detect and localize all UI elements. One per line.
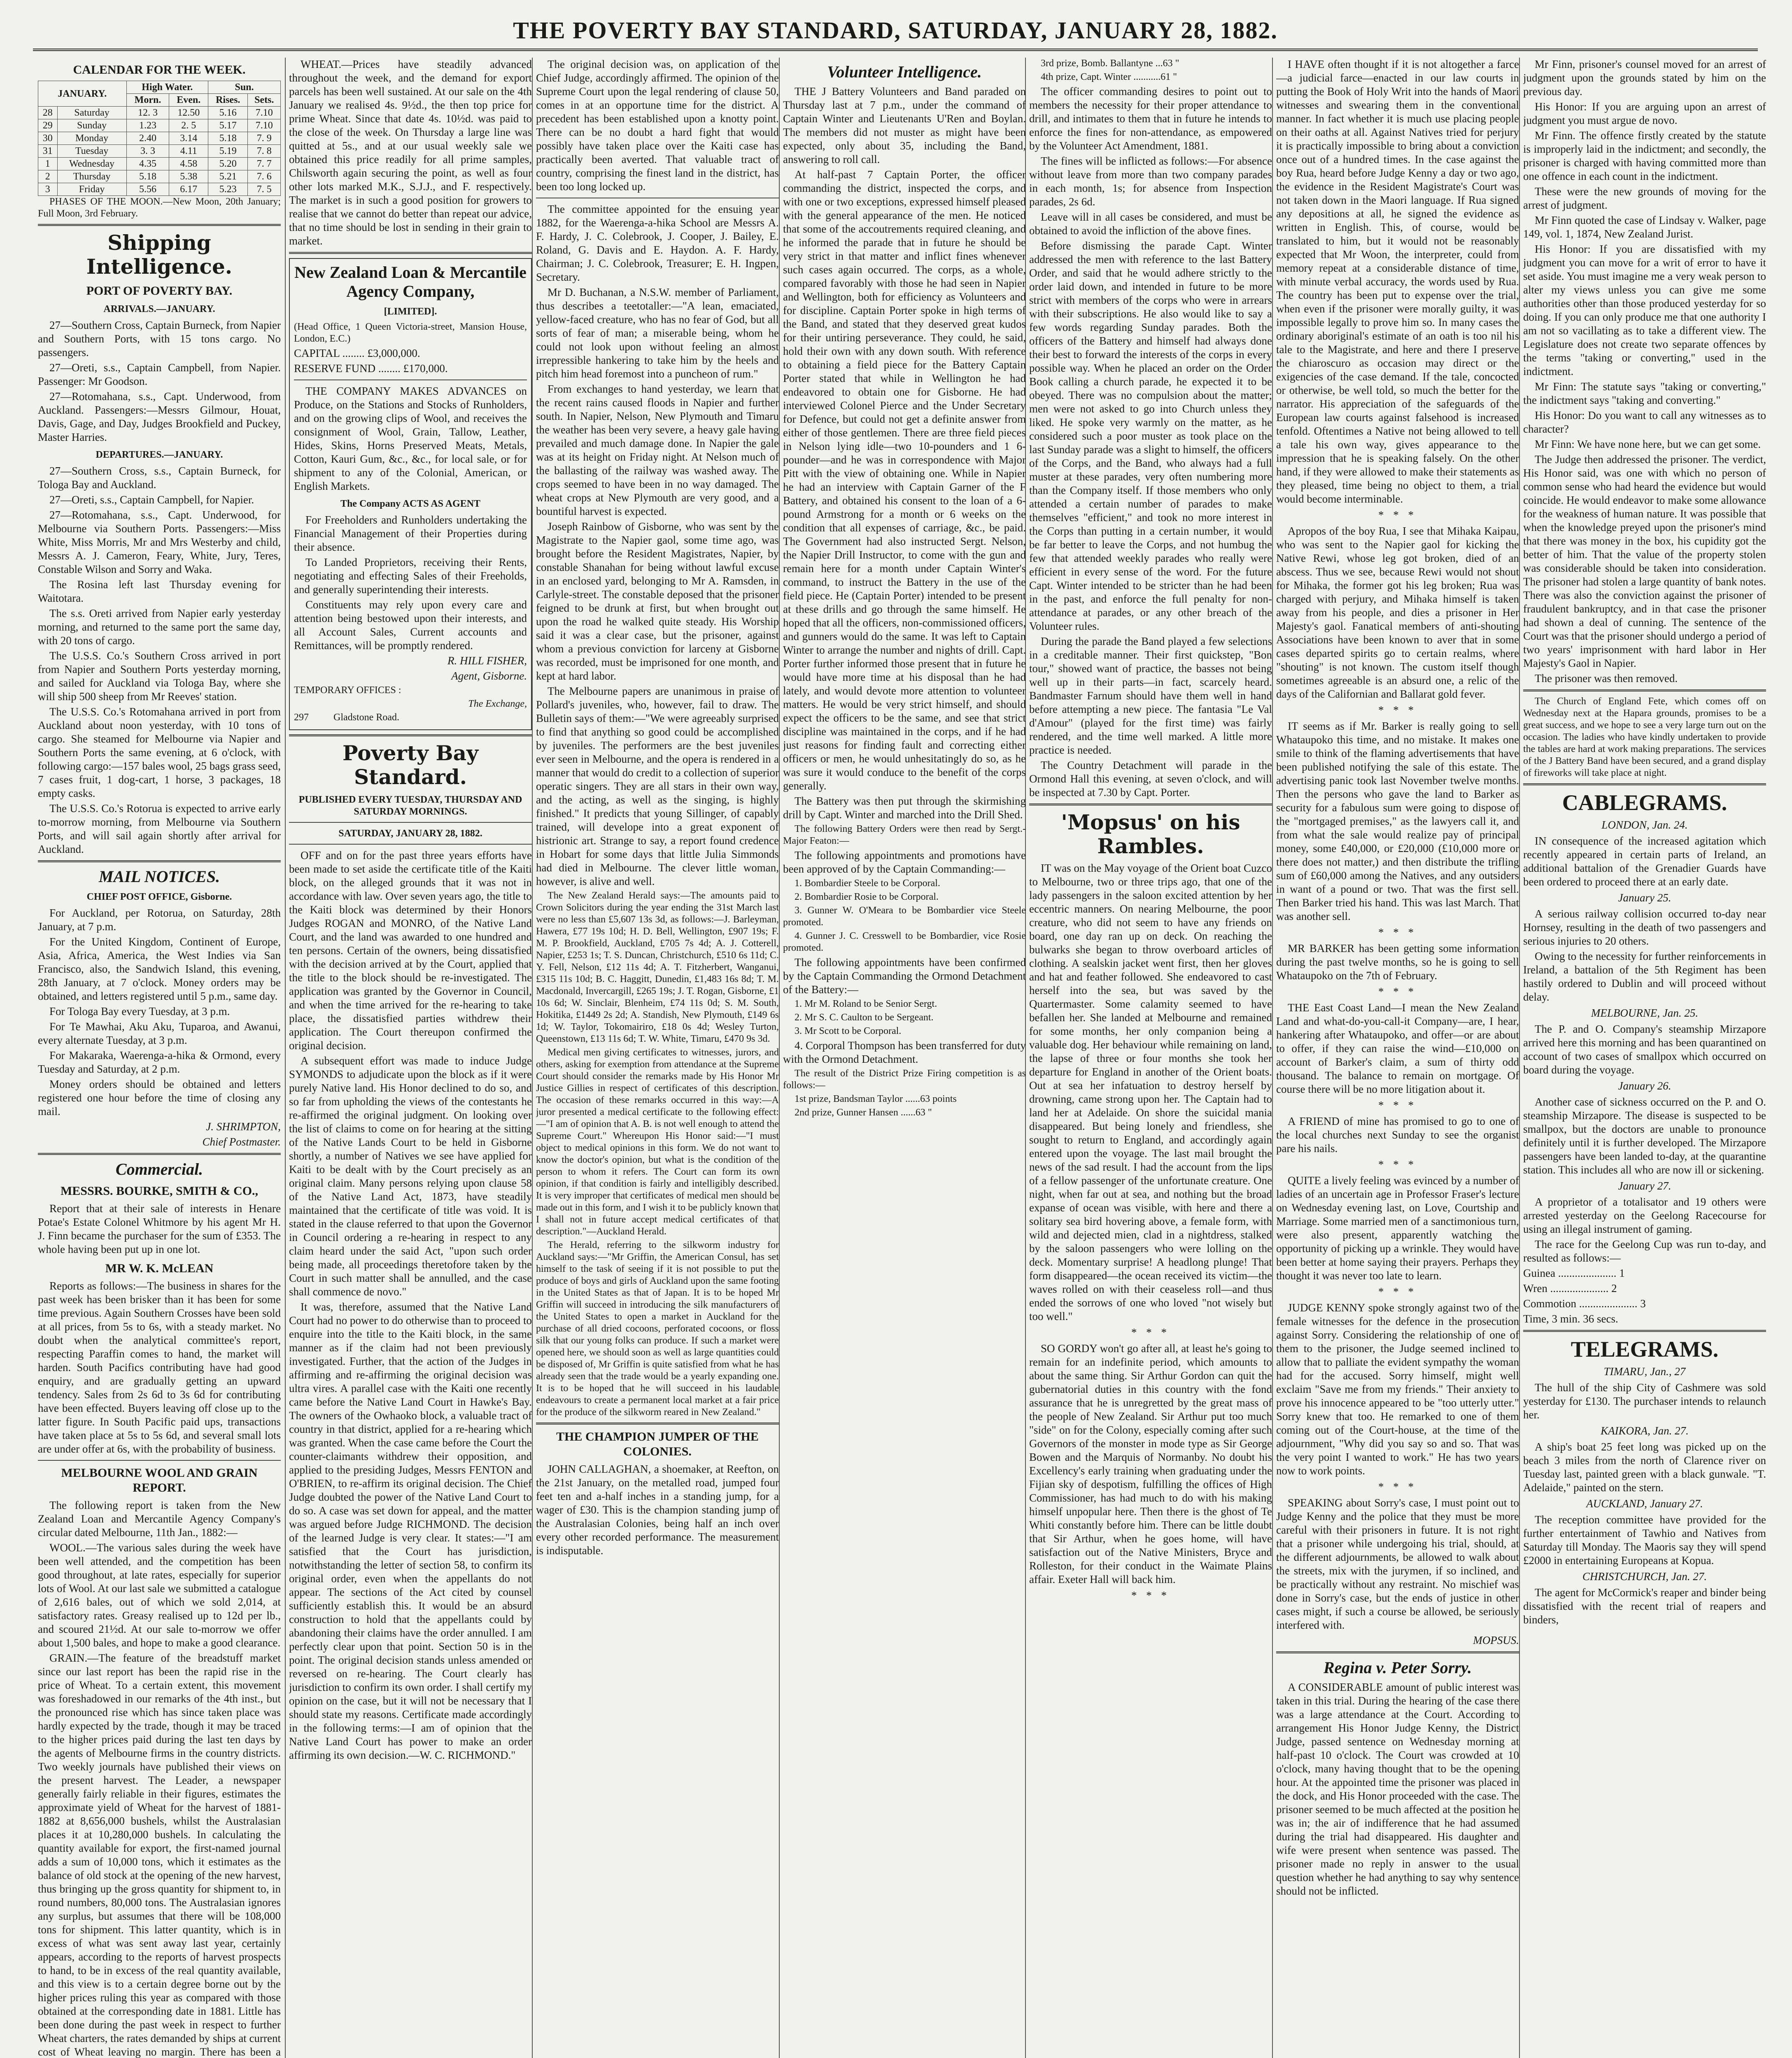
calendar-cell: 5.16 bbox=[208, 107, 248, 119]
advert-agent-place: Agent, Gisborne. bbox=[451, 670, 527, 682]
volunteer-continued bbox=[1029, 58, 1272, 799]
calendar-header-sun: Sun. bbox=[208, 81, 281, 94]
wheat-report: WHEAT.—Prices have steadily advanced throughout the week, and the demand for export parcels has been well sustained. At our sale on the 4th January we realised 4s. 9½d., the then top price for prime Wheat. Since that date 4s. 10½d. was paid to the close of the week. On Thursday a large line was quitted at 5s., and at our usual weekly sale we obtained this price readily for all prime samples, Chilsworth again securing the point, as well as four other lots marked M.K., S.J.J., and F. respectively. The market is in such a good position for growers to realise that we cannot do better than repeat our advice, that no time should be lost in sending in their grain to market. bbox=[289, 58, 532, 247]
calendar-row bbox=[38, 132, 281, 145]
section-stars: * * * bbox=[1378, 985, 1417, 998]
volunteer-paragraph: 4. Corporal Thompson has been transferred for duty with the Ormond Detachment. bbox=[783, 1039, 1026, 1065]
mopsus-paragraph: JUDGE KENNY spoke strongly against two of the female witnesses for the defence in the prosecution against Sorry. Considering the relationship of one of them to the prisoner, the Judge seemed inclined to allow that to palliate the evident sympathy the woman had for the accused. Sorry himself, might well exclaim "Save me from my friends." Their anxiety to prove his innocence appeared to be "too utterly utter." Sorry knew that too. He remarked to one of them coming out of the Court-house, at the time of the adjournment, "Why did you say so and so. That was the very point I wanted to work." He has two years now to work points. bbox=[1276, 1301, 1519, 1477]
advert-temp-1: The Exchange, bbox=[468, 698, 527, 709]
cable-dateline: MELBOURNE, Jan. 25. bbox=[1591, 1007, 1699, 1019]
column-1 bbox=[38, 58, 281, 2058]
race-horse: Guinea bbox=[1523, 1267, 1555, 1279]
cablegrams-body bbox=[1523, 818, 1766, 1265]
mail-office: CHIEF POST OFFICE, Gisborne. bbox=[86, 892, 232, 902]
calendar-cell: 2.40 bbox=[126, 132, 169, 145]
news-paragraph: The committee appointed for the ensuing year 1882, for the Waerenga-a-hika School are Messrs A. F. Hardy, J. C. Colebrook, J. Cooper, J. Bailey, E. Roland, G. Davis and E. Haydon. A. F. Hardy, Chairman; J. C. Colebrook, Treasurer; E. H. Ingpen, Secretary. bbox=[536, 203, 779, 283]
column-4 bbox=[783, 58, 1026, 2058]
race-place: 2 bbox=[1611, 1282, 1617, 1294]
mopsus-paragraph: SO GORDY won't go after all, at least he's going to remain for an indefinite period, which amounts to about the same thing. Sir Arthur Gordon can quit the gubernatorial duties in this country with the fond assurance that he is unregretted by the great mass of the people of New Zealand. Sir Arthur put too much "side" on for the Colony, especially coming after such Governors of the monster in mode type as Sir George Bowen and the Marquis of Normanby. No doubt his Excellency's early training when graduating under the Fijian sky of despotism, fulfilling the offices of High Commissioner, has had much to do with his making himself unpopular here. Then there is the ghost of Te Whiti constantly before him. There can be little doubt that Sir Arthur, when he goes home, will have satisfaction out of the Native Ministers, Bryce and Rolleston, for their conduct in the Waimate Plains affair. Exeter Hall will back him. bbox=[1029, 1342, 1272, 1585]
section-stars: * * * bbox=[1378, 1481, 1417, 1493]
advert-capital: CAPITAL ........ £3,000,000. bbox=[294, 347, 420, 359]
calendar-cell: 31 bbox=[38, 145, 58, 158]
advert-constituents: Constituents may rely upon every care and attention being bestowed upon their interests, and all Account Sales, Current accounts and Remittances, will be promptly rendered. bbox=[294, 598, 527, 652]
champion-title: THE CHAMPION JUMPER OF THE COLONIES. bbox=[556, 1430, 759, 1458]
editorial-paragraph: OFF and on for the past three years efforts have been made to set aside the certificate title of the Kaiti block, on the alleged grounds that it was not in accordance with law. Over seven years ago, the title to the Kaiti block was determined by their Honors Judges ROGAN and MONRO, of the Native Land Court, and the land was awarded to one hundred and ten persons. Certain of the owners, being dissatisfied with the decision arrived at by the Court, applied that the title to the block should be re-investigated. The application was granted by the Governor in Council, and when the time arrived for the re-hearing to take place, the dissatisfied parties withdrew their application. The Court thereupon confirmed the original decision. bbox=[289, 849, 532, 1052]
divider bbox=[294, 379, 527, 380]
calendar-cell: 12.50 bbox=[169, 107, 208, 119]
news-paragraph: The Melbourne papers are unanimous in praise of Pollard's juveniles, who, however, fail to draw. The Bulletin says of them:—"We were agreeably surprised to find that anything so good could be accomplished by juveniles. The performers are the best juveniles ever seen in Melbourne, and the opera is rendered in a manner that would do credit to a collection of superior operatic singers. They are all stars in their own way, and the acting, as well as the singing, is highly finished." It predicts that young Sillinger, of capably trained, will develope into a great exponent of histrionic art. Strange to say, a report found credence in Hobart for some days that little Julia Simmonds had died in Melbourne. The clever little woman, however, is alive and well. bbox=[536, 685, 779, 887]
column-7 bbox=[1523, 58, 1766, 2058]
mopsus-paragraph: Apropos of the boy Rua, I see that Mihaka Kaipau, who was sent to the Napier gaol for kicking the Native Rewi, whose leg got broken, died of an abscess. Thus we see, because Rewi would not shout for Mihaka, the former got his leg broken; Rua was charged with perjury, and Mihaka himself is taken away from his people, and dies a prisoner in Her Majesty's gaol. Fanatical members of anti-shouting Associations have been known to aver that in some cases departed spirits go to certain realms, where "shouting" is not known. The custom itself though sometimes agreeable is an absurd one, a relic of the days of the Californian and Ballarat gold fever. bbox=[1276, 525, 1519, 700]
sorry-paragraph: His Honor: If you are dissatisfied with my judgment you can move for a writ of error to have it set aside. You must imagine me a very weak person to alter my views unless you can give me some authorities other than those produced yesterday for so doing. If you can only produce me that one authority I am not so vacillating as to take a different view. The Legislature does not create two separate offences by the terms "taking or converting," used in the indictment. bbox=[1523, 243, 1766, 377]
shipping-note: The U.S.S. Co.'s Rotorua is expected to arrive early to-morrow morning, from Melbourne via Southern Ports, and will sail again shortly after arrival for Auckland. bbox=[38, 802, 281, 855]
mopsus-paragraph: THE East Coast Land—I mean the New Zealand Land and what-do-you-call-it Company—are, I hear, hankering after Whataupoko, and offer—or are about to offer, if they can raise the wind—£10,000 on account of Barker's claim, a sum of thirty odd thousand. The balance to remain on mortgage. Of course there will be no more litigation about it. bbox=[1276, 1001, 1519, 1095]
mopsus-signature: MOPSUS. bbox=[1473, 1634, 1519, 1646]
volunteer-paragraph: The Country Detachment will parade in the Ormond Hall this evening, at seven o'clock, and will be inspected at 7.30 by Capt. Porter. bbox=[1029, 759, 1272, 799]
arrival-entry: 27—Oreti, s.s., Captain Campbell, from Napier. Passenger: Mr Goodson. bbox=[38, 361, 281, 387]
cable-text: Another case of sickness occurred on the P. and O. steamship Mirzapore. The disease is suspected to be smallpox, but the doctors are unable to pronounce definitely until it is further developed. The Mirzapore passengers have been landed to-day, at the quarantine station. This includes all who are now ill or sickening. bbox=[1523, 1096, 1766, 1176]
volunteer-paragraph: 1st prize, Bandsman Taylor ......63 points bbox=[795, 1094, 957, 1104]
race-row: Commotion ..................... 3 bbox=[1523, 1297, 1646, 1310]
divider bbox=[289, 844, 532, 845]
calendar-cell: 5.20 bbox=[208, 158, 248, 170]
advert-body: THE COMPANY MAKES ADVANCES on Produce, on the Stations and Stocks of Runholders, and on the growing clips of Wool, and receives the consignment of Wool, Grain, Tallow, Leather, Hides, Skins, Horns Preserved Meats, Metals, Cotton, Kauri Gum, &c., &c., for local sale, or for shipment to any of the Colonial, American, or English Markets. bbox=[294, 385, 527, 492]
calendar-cell: 7.10 bbox=[248, 107, 281, 119]
masthead-rule bbox=[33, 49, 1758, 51]
volunteer-paragraph: 3. Gunner W. O'Meara to be Bombardier vice Steele promoted. bbox=[783, 905, 1026, 928]
volunteer-paragraph: THE J Battery Volunteers and Band paraded on Thursday last at 7 p.m., under the command of Captain Winter and Lieutenants U'Ren and Boylan. The members did not muster as might have been expected, only about 35, including the Band, answering to roll call. bbox=[783, 85, 1026, 165]
calendar-cell: 12. 3 bbox=[126, 107, 169, 119]
news-paragraph: Mr D. Buchanan, a N.S.W. member of Parliament, thus describes a teetotaller:—"A lean, emaciated, yellow-faced creature, who has no fear of God, but all sorts of fear of man; a miserable being, whom he could not look upon without feeling an almost irrepressible hankering to take him by the heels and pitch him head foremost into a puncheon of rum." bbox=[536, 286, 779, 380]
sorry-paragraph: Mr Finn quoted the case of Lindsay v. Walker, page 149, vol. 1, 1874, New Zealand Jurist. bbox=[1523, 214, 1766, 240]
divider bbox=[1029, 803, 1272, 806]
race-time: Time, 3 min. 36 secs. bbox=[1523, 1313, 1618, 1325]
divider bbox=[1523, 783, 1766, 785]
mail-item: For Auckland, per Rotorua, on Saturday, 28th January, at 7 p.m. bbox=[38, 907, 281, 933]
sorry-paragraph: His Honor: Do you want to call any witnesses as to character? bbox=[1523, 409, 1766, 435]
race-horse: Wren bbox=[1523, 1282, 1547, 1294]
race-row: Guinea ..................... 1 bbox=[1523, 1267, 1625, 1279]
sorry-paragraph: His Honor: If you are arguing upon an arrest of judgment you must argue de novo. bbox=[1523, 100, 1766, 126]
mopsus-paragraph: I HAVE often thought if it is not altogether a farce—a judicial farce—enacted in our law courts in putting the Book of Holy Writ into the hands of Maori witnesses and swearing them in the conventional manner. In fact whether it is much use placing people on their oaths at all. Against Natives tried for perjury it is practically impossible to bring about a conviction once out of a hundred times. In the case against the boy Rua, heard before Judge Kenny a day or two ago, the evidence in the Resident Magistrate's Court was not taken down in the Maori language. If Rua signed any depositions at all, he signed the evidence as written in English. This, of course, would be translated to him, but it would not be reasonably expected that Mr Woon, the interpreter, could from memory repeat at a considerable distance of time, with minute verbal accuracy, the words used by Rua. The country has been put to expense over the trial, when even if the prisoner were morally guilty, it was impossible legally to prove him so. In many cases the ordinary aboriginal's estimate of an oath is too nil his tale to the Magistrate, and here and there I preserve the chiaroscuro as occasion may direct or the exigencies of the case demand. If the tale, concocted or otherwise, be well told, so much the better for the narrator. His appreciation of the safeguards of the European law courts against falsehood is increased tenfold. Oftentimes a Native not being allowed to tell a tale his own way, gives appearance to the impression that he is speaking falsely. On the other hand, if they were allowed to make their statements as they pleased, time being no object to them, a trial would become interminable. bbox=[1276, 58, 1519, 505]
sorry-paragraph: A CONSIDERABLE amount of public interest was taken in this trial. During the hearing of the case there was a large attendance at the Court. According to arrangement His Honor Judge Kenny, the District Judge, passed sentence on Wednesday morning at half-past 10 o'clock. The Court was crowded at 10 o'clock, many having thought that to be the opening hour. At the appointed time the prisoner was placed in the dock, and His Honor proceeded with the case. The prisoner seemed to be much affected at the position he was in; the air of indifference that he had assumed during the trial had disappeared. His daughter and wife were present when sentence was passed. The prisoner made no reply in answer to the usual question whether he had anything to say why sentence should not be inflicted. bbox=[1276, 1681, 1519, 1897]
mail-item: For Tologa Bay every Tuesday, at 3 p.m. bbox=[49, 1005, 230, 1017]
advert-acts: The Company ACTS AS AGENT bbox=[340, 498, 481, 509]
sorry-title: Regina v. Peter Sorry. bbox=[1323, 1658, 1472, 1677]
calendar-subheader: Sets. bbox=[248, 94, 281, 107]
advert-acts-item: To Landed Proprietors, receiving their Rents, negotiating and effecting Sales of their Freeholds, and generally superintending their interests. bbox=[294, 556, 527, 596]
firm-report: Reports as follows:—The business in shares for the past week has been brisker than it has been for some time previous. Again Southern Crosses have been sold at all prices, from 5s to 6s, with a steady market. No doubt when the analytical committee's report, respecting Paraffin comes to hand, the market will harden. South Pacifics contributing have had good enquiry, and are gradually getting an upward tendency. Sales from 2s 6d to 3s 6d for contributing have been effected. Buyers leaving off close up to the latter figure. In South Pacific paid ups, transactions have taken place at 5s to 5s 6d, and several small lots are under offer at 6s, with the probability of business. bbox=[38, 1280, 281, 1455]
mopsus-paragraph: MR BARKER has been getting some information during the past twelve months, so he is going to sell Whataupoko on the 7th of February. bbox=[1276, 942, 1519, 982]
calendar-cell: 5.38 bbox=[169, 170, 208, 183]
calendar-cell: 30 bbox=[38, 132, 58, 145]
mail-item: For Makaraka, Waerenga-a-hika & Ormond, every Tuesday and Saturday, at 2 p.m. bbox=[38, 1049, 281, 1075]
departure-entry: 27—Rotomahana, s.s., Capt. Underwood, for Melbourne via Southern Ports. Passengers:—Miss White, Miss Morris, Mr and Mrs Westerby and child, Messrs A. J. Cameron, Feary, White, Jury, Teres, Constable Wilson and Sorry and Waka. bbox=[38, 509, 281, 575]
shipping-note: The Rosina left last Thursday evening for Waitotara. bbox=[38, 578, 281, 604]
sorry-paragraph: The prisoner was then removed. bbox=[1535, 672, 1678, 684]
volunteer-paragraph: Leave will in all cases be considered, and must be obtained to avoid the infliction of the above fines. bbox=[1029, 211, 1272, 237]
calendar-cell: 4.35 bbox=[126, 158, 169, 170]
race-results bbox=[1523, 1266, 1766, 1311]
volunteer-paragraph: 2. Bombardier Rosie to be Corporal. bbox=[795, 892, 939, 902]
wool-report-title: MELBOURNE WOOL AND GRAIN REPORT. bbox=[61, 1466, 258, 1495]
calendar-cell: Wednesday bbox=[57, 158, 126, 170]
champion-text: JOHN CALLAGHAN, a shoemaker, at Reefton, on the 21st January, on the metalled road, jumped four feet ten and a-half inches in a standing jump, for a wager of £30. This is the champion standing jump of the Australasian Colonies, being half an inch over every other recorded performance. The measurement is indisputable. bbox=[536, 1463, 779, 1557]
volunteer-paragraph: 4. Gunner J. C. Cresswell to be Bombardier, vice Rosie promoted. bbox=[783, 931, 1026, 953]
telegram-text: The reception committee have provided for the further entertainment of Tawhio and Natives from Saturday till Monday. The Maoris say they will spend £2000 in entertaining Europeans at Kopua. bbox=[1523, 1513, 1766, 1567]
news-paragraph: Joseph Rainbow of Gisborne, who was sent by the Magistrate to the Napier gaol, some time ago, was brought before the Resident Magistrates, Napier, by constable Shanahan for being without lawful excuse in an enclosed yard, belonging to Mr A. Ramsden, in Carlyle-street. The constable deposed that the prisoner feigned to be drunk at first, but when brought out upon the road he walked quite steady. His Worship said it was a clear case, but the prisoner, against whom a previous conviction for larceny at Gisborne was recorded, must be imprisoned for one month, and kept at hard labor. bbox=[536, 520, 779, 682]
wool-report: WOOL.—The various sales during the week have been well attended, and the competition has been good throughout, at late rates, especially for superior lots of Wool. At our last sale we submitted a catalogue of 2,616 bales, out of which we sold 2,014, at satisfactory rates. Greasy realised up to 12d per lb., and scoured 21½d. At our sale to-morrow we offer about 1,500 bales, and hope to make a good clearance. bbox=[38, 1541, 281, 1649]
telegram-text: The hull of the ship City of Cashmere was sold yesterday for £130. The purchaser intends to relaunch her. bbox=[1523, 1381, 1766, 1421]
calendar-title: CALENDAR FOR THE WEEK. bbox=[73, 63, 246, 77]
calendar-cell: 5.19 bbox=[208, 145, 248, 158]
volunteer-paragraph: The following appointments have been confirmed by the Captain Commanding the Ormond Detachment of the Battery:— bbox=[783, 956, 1026, 996]
telegrams-body bbox=[1523, 1365, 1766, 1627]
advert-office: (Head Office, 1 Queen Victoria-street, Mansion House, London, E.C.) bbox=[294, 321, 527, 344]
port-heading: PORT OF POVERTY BAY. bbox=[86, 284, 233, 298]
advert-reserve: RESERVE FUND ........ £170,000. bbox=[294, 362, 448, 375]
divider bbox=[289, 734, 532, 736]
calendar-subheader: Morn. bbox=[126, 94, 169, 107]
volunteer-paragraph: 1. Bombardier Steele to be Corporal. bbox=[795, 878, 940, 889]
telegram-dateline: CHRISTCHURCH, Jan. 27. bbox=[1582, 1570, 1707, 1583]
cable-dateline: LONDON, Jan. 24. bbox=[1601, 819, 1688, 831]
telegram-text: A ship's boat 25 feet long was picked up on the beach 3 miles from the north of Clarence river on Tuesday last, painted green with a black gunwale. "T. Adelaide," painted on the stern. bbox=[1523, 1441, 1766, 1494]
calendar-cell: 3. 3 bbox=[126, 145, 169, 158]
arrival-entry: 27—Rotomahana, s.s., Capt. Underwood, from Auckland. Passengers:—Messrs Gilmour, Houat, Davis, Gage, and Day, Judges Brookfield and Puckey, Master Harries. bbox=[38, 390, 281, 443]
news-paragraph: The Herald, referring to the silkworm industry for Auckland says:—"Mr Griffin, the American Consul, has set himself to the task of seeing if it is not possible to put the produce of boys and girls of Auckland upon the same footing in the United States as that of Japan. It is to be hoped Mr Griffin will succeed in introducing the silk manufacturers of the United States to open a market in Auckland for the purchase of all dried cocoons, perforated cocoons, or floss silk that our young folks can produce. If such a market were opened here, we should soon as well as large quantities could be disposed of, Mr Griffin is quite satisfied from what he has already seen that the trade would be a yearly expanding one. It is to be hoped that he will succeed in his laudable endeavours to create a permanent local market at a fair price for the produce of the silkworm reared in New Zealand." bbox=[536, 1240, 779, 1418]
calendar-cell: 5.56 bbox=[126, 183, 169, 196]
divider bbox=[289, 252, 532, 254]
calendar-body bbox=[38, 107, 281, 196]
mopsus-paragraph: IT seems as if Mr. Barker is really going to sell Whataupoko this time, and no mistake. It makes one smile to think of the flaming advertisements that have been published notifying the sale of this estate. The advertising panic took last November twelve months. Then the persons who gave the land to Barker as security for a fabulous sum were going to dispose of the "mortgaged premises," as the lawyers call it, and from what the sale would realize pay of principal money, some £40,000, or £20,000 (£10,000 more or there does not matter,) and then distribute the trifling sum of £60,000 among the Natives, and any outsiders in want of a pound or two. That was the first sell. Then Barker tried his hand. This was last March. That was another sell. bbox=[1276, 720, 1519, 922]
volunteer-paragraph: During the parade the Band played a few selections in a creditable manner. Their first quickstep, "Bon tour," showed want of practice, the basses not being well up in their parts—in fact, scarcely heard. Bandmaster Farnum should have them well in hand before attempting a new piece. The fantasia "Le Val d'Amour" (played for the first time) was fairly rendered, and the time well marked. A little more practice is needed. bbox=[1029, 635, 1272, 756]
column-rule bbox=[1519, 58, 1520, 2058]
section-stars: * * * bbox=[1378, 926, 1417, 938]
calendar-cell: 29 bbox=[38, 119, 58, 132]
firm-heading: MR W. K. McLEAN bbox=[105, 1262, 214, 1275]
volunteer-paragraph: 1. Mr M. Roland to be Senior Sergt. bbox=[795, 999, 937, 1009]
column-3 bbox=[536, 58, 779, 2058]
volunteer-paragraph: 2nd prize, Gunner Hansen ......63 " bbox=[795, 1107, 932, 1118]
cable-text: A serious railway collision occurred to-day near Hornsey, resulting in the death of two passengers and serious injuries to 20 others. bbox=[1523, 908, 1766, 947]
cable-dateline: January 25. bbox=[1618, 892, 1671, 904]
moon-phases: PHASES OF THE MOON.—New Moon, 20th January; Full Moon, 3rd February. bbox=[38, 196, 281, 219]
volunteer-paragraph: 3rd prize, Bomb. Ballantyne ...63 " bbox=[1041, 58, 1179, 69]
divider bbox=[38, 224, 281, 226]
volunteer-paragraph: The following Battery Orders were then read by Sergt.-Major Featon:— bbox=[783, 824, 1026, 846]
telegram-dateline: TIMARU, Jan., 27 bbox=[1603, 1365, 1686, 1378]
editorial-paragraph: It was, therefore, assumed that the Native Land Court had no power to do otherwise than to proceed to enquire into the title to the Kaiti block, in the same manner as if the claim had not been previously investigated. Further, that the action of the Judges in affirming and re-affirming the original decision was ultra vires. A parallel case with the Kaiti one recently came before the Native Land Court in Hawke's Bay. The owners of the Owhaoko block, a valuable tract of country in that district, applied for a re-hearing which was granted. When the case came before the Court the counter-claimants withdrew their opposition, and applied to the presiding Judges, Messrs FENTON and O'BRIEN, to re-affirm its original decision. The Chief Judge doubted the power of the Native Land Court to do so. A case was set down for appeal, and the matter was argued before Judge RICHMOND. The decision of the learned Judge is very clear. It states:—"I am satisfied that the Court has jurisdiction, notwithstanding the letter of section 58, to confirm its original order, even when the appellants do not appear. The sections of the Act cited by counsel sufficiently establish this. It would be an absurd construction to hold that the appellants could by abandoning their claims have the order annulled. I am perfectly clear upon that point. Section 50 is in the point. The original decision stands unless amended or reversed on re-hearing. The Court clearly has jurisdiction to confirm its own order. I shall certify my opinion on the case, but it will not be necessary that I should state my reasons. Certificate made accordingly in the following terms:—I am of opinion that the Native Land Court has power to make an order affirming its own decision.—W. C. RICHMOND." bbox=[289, 1301, 532, 1761]
calendar-cell: Monday bbox=[57, 132, 126, 145]
volunteer-paragraph: The officer commanding desires to point out to members the necessity for their proper attendance to drill, and intimates to them that in future he intends to enforce the fines for non-attendance, as empowered by the Volunteer Act Amendment, 1881. bbox=[1029, 85, 1272, 152]
calendar-cell: Friday bbox=[57, 183, 126, 196]
sorry-paragraph: Mr Finn, prisoner's counsel moved for an arrest of judgment upon the grounds stated by him on the previous day. bbox=[1523, 58, 1766, 98]
departures-heading: DEPARTURES.—JANUARY. bbox=[96, 449, 223, 460]
cable-text: A proprietor of a totalisator and 19 others were arrested yesterday on the Geelong Racecourse for using an illegal instrument of gaming. bbox=[1523, 1196, 1766, 1235]
calendar-cell: 5.18 bbox=[126, 170, 169, 183]
calendar-cell: 7. 8 bbox=[248, 145, 281, 158]
calendar-cell: 7.10 bbox=[248, 119, 281, 132]
calendar-cell: 5.17 bbox=[208, 119, 248, 132]
sorry-continued bbox=[1523, 58, 1766, 685]
cable-dateline: January 26. bbox=[1618, 1080, 1671, 1092]
departure-entry: 27—Oreti, s.s., Captain Campbell, for Napier. bbox=[49, 494, 254, 506]
standard-title: Poverty Bay Standard. bbox=[342, 741, 479, 789]
calendar-cell: 2. 5 bbox=[169, 119, 208, 132]
volunteer-body bbox=[783, 85, 1026, 1119]
shipping-note: The s.s. Oreti arrived from Napier early yesterday morning, and returned to the same port the same day, with 20 tons of cargo. bbox=[38, 607, 281, 647]
telegram-dateline: AUCKLAND, January 27. bbox=[1586, 1497, 1703, 1510]
wool-report-intro: The following report is taken from the New Zealand Loan and Mercantile Agency Company's circular dated Melbourne, 11th Jan., 1882:— bbox=[38, 1499, 281, 1539]
grain-report: GRAIN.—The feature of the breadstuff market since our last report has been the rapid rise in the price of Wheat. To a certain extent, this movement was foreshadowed in our remarks of the 4th inst., but the pronounced rise which has since taken place was hardly expected by the trade, though it may be traced to the higher prices paid during the last ten days by the agents of Melbourne firms in the country districts. Two weekly journals have published their views on the present harvest. The Leader, a newspaper generally fairly reliable in their figures, estimates the approximate yield of Wheat for the harvest of 1881-1882 at 8,656,000 bushels, whilst the Australasian places it at 10,280,000 bushels. In calculating the quantity available for export, the first-named journal adds a sum of 10,000 tons, which it estimates as the balance of old stock at the opening of the new harvest, thus bringing up the gross quantity for shipment to, in round numbers, 80,000 tons. The Australasian ignores any surplus, but assumes that there will be 108,000 tons for shipment. This latter quantity, which is in excess of what was sent away last year, certainly appears, according to the reports of harvest prospects to hand, to be in excess of the real quantity available, and this view is to a certain degree borne out by the higher prices ruling this year as compared with those obtained at the corresponding date in 1881. Little has been done during the past week in respect to further Wheat charters, the rates demanded by ships at current cost of Wheat leaving no margin. There has been a bbox=[38, 1652, 281, 2058]
section-stars: * * * bbox=[1131, 1326, 1170, 1339]
mail-item: Money orders should be obtained and letters registered one hour before the time of closing any mail. bbox=[38, 1078, 281, 1117]
telegram-dateline: KAIKORA, Jan. 27. bbox=[1601, 1425, 1689, 1437]
volunteer-paragraph: The fines will be inflicted as follows:—For absence without leave from more than two company parades in each month, 1s; for absence from Inspection parades, 2s 6d. bbox=[1029, 155, 1272, 208]
column-2 bbox=[289, 58, 532, 2058]
editorial-paragraph: The original decision was, on application of the Chief Judge, accordingly affirmed. The opinion of the Supreme Court upon the legal rendering of clause 50, comes in at an opportune time for the district. A precedent has been established upon a knotty point. There can be no doubt a hard fight that would possibly have taken place over the Kaiti case has practically been averted. That valuable tract of country, comprising the finest land in the district, has been too long locked up. bbox=[536, 58, 779, 193]
firm-heading: MESSRS. BOURKE, SMITH & CO., bbox=[60, 1184, 259, 1198]
cable-text: The race for the Geelong Cup was run to-day, and resulted as follows:— bbox=[1523, 1238, 1766, 1264]
advert-title: New Zealand Loan & Mercantile Agency Company, bbox=[294, 263, 527, 300]
sorry-paragraph: These were the new grounds of moving for the arrest of judgment. bbox=[1523, 185, 1766, 211]
calendar-cell: 5.18 bbox=[208, 132, 248, 145]
race-place: 3 bbox=[1640, 1297, 1646, 1310]
calendar-header-water: High Water. bbox=[126, 81, 208, 94]
column-6 bbox=[1276, 58, 1519, 2058]
column-rule bbox=[779, 58, 780, 2058]
divider bbox=[38, 860, 281, 862]
volunteer-paragraph: The Battery was then put through the skirmishing drill by Capt. Winter and marched into the Drill Shed. bbox=[783, 795, 1026, 821]
sorry-paragraph: The Judge then addressed the prisoner. The verdict, His Honor said, was one with which no person of common sense who had heard the evidence but would coincide. He would endeavor to make some allowance for the weakness of human nature. It was possible that when the knowledge preyed upon the prisoner's mind that there was money in the box, his cupidity got the better of him. That the value of the property stolen was considerable should be taken into consideration. The prisoner had stolen a large quantity of bank notes. There was also the conviction against the prisoner of fraudulent bankruptcy, and in that case the prisoner had shown a deal of cunning. The sentence of the Court was that the prisoner should undergo a period of two years' imprisonment with hard labor in Her Majesty's Gaol in Napier. bbox=[1523, 453, 1766, 669]
race-row: Wren ..................... 2 bbox=[1523, 1282, 1617, 1294]
calendar-cell: 4.58 bbox=[169, 158, 208, 170]
fete-notice: The Church of England Fete, which comes off on Wednesday next at the Hapara grounds, promises to be a great success, and we hope to see a very large turn out on the occasion. The ladies who have kindly undertaken to provide the tables are hard at work making preparations. The services of the J Battery Band have been secured, and a grand display of fireworks will take place at night. bbox=[1523, 696, 1766, 778]
divider bbox=[536, 1422, 779, 1425]
section-stars: * * * bbox=[1378, 509, 1417, 521]
race-horse: Commotion bbox=[1523, 1297, 1577, 1310]
calendar-header-month: JANUARY. bbox=[38, 81, 127, 107]
section-stars: * * * bbox=[1378, 1158, 1417, 1171]
calendar-cell: 7. 5 bbox=[248, 183, 281, 196]
calendar-cell: 1 bbox=[38, 158, 58, 170]
mopsus-title: 'Mopsus' on his Rambles. bbox=[1061, 810, 1240, 858]
mopsus-paragraph: A FRIEND of mine has promised to go to one of the local churches next Sunday to see the organist pare his nails. bbox=[1276, 1115, 1519, 1155]
divider bbox=[1276, 1651, 1519, 1653]
section-stars: * * * bbox=[1378, 1099, 1417, 1111]
sorry-paragraph: Mr Finn: The statute says "taking or converting," the indictment says "taking and converting." bbox=[1523, 380, 1766, 406]
news-paragraph: The New Zealand Herald says:—The amounts paid to Crown Solicitors during the year ending the 31st March last were no less than £5,607 13s 3d, as follows:—J. Barleyman, Hawera, £77 19s 10d; H. D. Bell, Wellington, £907 19s; F. M. P. Brookfield, Auckland, £705 7s 4d; A. J. Cotterell, Napier, £253 1s; T. S. Duncan, Christchurch, £510 6s 11d; C. Y. Fell, Nelson, £12 11s 4d; A. T. Fitzherbert, Wanganui, £315 11s 10d; B. C. Haggitt, Dunedin, £1,483 16s 8d; T. M. Macdonald, Invercargill, £265 19s; J. T. Rogan, Gisborne, £1 10s 6d; W. Sinclair, Blenheim, £74 11s 0d; S. M. South, Hokitika, £1449 2s 2d; A. Standish, New Plymouth, £149 6s 1d; W. Taylor, Tokomairiro, £18 0s 4d; Wesley Turton, Queenstown, £13 11s 6d; T. W. White, Timaru, £470 9s 3d. bbox=[536, 890, 779, 1044]
mopsus-body bbox=[1029, 861, 1272, 1602]
column-rule bbox=[285, 58, 286, 2058]
calendar-row bbox=[38, 145, 281, 158]
cable-text: The P. and O. Company's steamship Mirzapore arrived here this morning and has been quarantined on account of two cases of smallpox which occurred on board during the voyage. bbox=[1523, 1023, 1766, 1076]
calendar-row bbox=[38, 170, 281, 183]
shipping-note: The U.S.S. Co.'s Rotomahana arrived in port from Auckland about noon yesterday, with 10 tons of cargo. She steamed for Melbourne via Napier and Southern Ports the same evening, at 6 o'clock, with following cargo:—157 bales wool, 25 bags grass seed, 7 cases fruit, 1 dog-cart, 1 horse, 3 packages, 18 empty casks. bbox=[38, 705, 281, 799]
calendar-cell: 3.14 bbox=[169, 132, 208, 145]
calendar-cell: 6.17 bbox=[169, 183, 208, 196]
calendar-cell: Thursday bbox=[57, 170, 126, 183]
shipping-note: The U.S.S. Co.'s Southern Cross arrived in port from Napier and Southern Ports yesterday morning, and sailed for Auckland via Tologa Bay, where she will ship 500 sheep from Mr Reeves' station. bbox=[38, 650, 281, 703]
volunteer-paragraph: 4th prize, Capt. Winter ...........61 " bbox=[1041, 72, 1177, 82]
editorial-paragraph: A subsequent effort was made to induce Judge SYMONDS to adjudicate upon the block as if it were purely Native land. His Honor declined to do so, and so far from upholding the views of the contestants he re-affirmed the original judgment. On looking over the list of claims to come on for hearing at the sitting of the Native Lands Court to be held in Gisborne shortly, a number of Natives we see have applied for Kaiti to be dealt with by the Court precisely as an original claim. Many persons relying upon clause 58 of the Native Land Act, 1873, have steadily maintained that the certificate of title was void. It is stated in the clause referred to that upon the Governor in Council ordering a re-hearing in respect to any claim heard under the said Act, "upon such order being made, all proceedings theretofore taken by the Court in such matter shall be annulled, and the case shall commence de novo." bbox=[289, 1055, 532, 1298]
volunteer-paragraph: Before dismissing the parade Capt. Winter addressed the men with reference to the last Battery Order, and said that he would adhere strictly to the order laid down, and intended in future to be more strict with members of the corps who were in arrears with their subscriptions. He also would like to say a few words regarding Sunday parades. Both the officers of the Battery and himself had always done their best to forward the interests of the corps in every possible way. When he placed an order on the Order Book calling a church parade, he expected it to be obeyed. There was no compulsion about the matter; men were not asked to go into Church unless they liked. He spoke very warmly on the matter, as he considered such a poor muster as took place on the last Sunday parade was a slight to himself, the officers of the Corps, and the Band, who always had a full muster at these parades, very often numbering more than the Company itself. If those members who only attended a certain number of parades to make themselves "efficient," and took no more interest in the Corps than putting in a certain number, it would be far better to leave the Corps, and not humbug the few that attended weekly parades who really were efficient in every sense of the word. For the future Capt. Winter intended to be stricter than he had been in the past, and enforce the full penalty for non-attendance at parades, or any other breach of the Volunteer rules. bbox=[1029, 240, 1272, 632]
calendar-subheader: Even. bbox=[169, 94, 208, 107]
divider bbox=[289, 822, 532, 823]
calendar-cell: Saturday bbox=[57, 107, 126, 119]
sorry-paragraph: Mr Finn: We have none here, but we can get some. bbox=[1535, 438, 1761, 450]
advert-agent: R. HILL FISHER, bbox=[447, 654, 527, 667]
mopsus-paragraph: QUITE a lively feeling was evinced by a number of ladies of an uncertain age in Professor Fraser's lecture on Wednesday evening last, on Love, Courtship and Marriage. Some married men of a sanctimonious turn, were also present, apparently watching the opportunity of picking up a wrinkle. They would have been better at home saying their prayers. Perhaps they thought it was never too late to learn. bbox=[1276, 1174, 1519, 1282]
divider bbox=[1523, 1330, 1766, 1332]
divider bbox=[38, 1460, 281, 1461]
cable-dateline: January 27. bbox=[1618, 1180, 1671, 1192]
mail-item: For Te Mawhai, Aku Aku, Tuparoa, and Awanui, every alternate Tuesday, at 3 p.m. bbox=[38, 1020, 281, 1046]
section-stars: * * * bbox=[1131, 1589, 1170, 1602]
calendar-cell: 7. 7 bbox=[248, 158, 281, 170]
volunteer-paragraph: 2. Mr S. C. Caulton to be Sergeant. bbox=[795, 1012, 934, 1023]
section-stars: * * * bbox=[1378, 1285, 1417, 1298]
divider bbox=[38, 1153, 281, 1155]
arrivals-heading: ARRIVALS.—JANUARY. bbox=[103, 304, 215, 314]
advert-acts-item: For Freeholders and Runholders undertaking the Financial Management of their Properties during their absence. bbox=[294, 514, 527, 553]
calendar-cell: Tuesday bbox=[57, 145, 126, 158]
advert-temp-2: 297 Gladstone Road. bbox=[294, 712, 399, 723]
mopsus-paragraph: IT was on the May voyage of the Orient boat Cuzco to Melbourne, two or three trips ago, that one of the lady passengers in the saloon excited attention by her eccentric manners. On nearing Melbourne, the poor creature, who did not seem to have any friends on board, one day ran up on deck. On reaching the bulwarks she began to throw overboard articles of clothing. A sealskin jacket went first, then her gloves and hat and feather followed. She endeavored to cast herself into the sea, but was saved by the Quartermaster. Some calamity seemed to have befallen her. She landed at Melbourne and remained for some months, her only companion being a valuable dog. Her behaviour while remaining on land, the lapse of three or four months she took her departure for England in another of the Orient boats. Out at sea her infatuation to destroy herself by drowning, came strong upon her. The Captain had to land her at Adelaide. On shore the suicidal mania disappeared. But being lonely and friendless, she sought to return to England, and accordingly again entered upon the voyage. The last mail brought the news of the sad result. I had the account from the lips of a fellow passenger of the unfortunate creature. One night, when far out at sea, and nothing but the broad expanse of ocean was visible, with here and there a solitary sea bird hovering above, a female form, with wild and dejected mien, clad in a nightdress, stalked by the saloon passengers who were lolling on the deck. Momentary surprise! A headlong plunge! That form disappeared—the ocean received its victim—the waves rolled on with their ceaseless roll—and thus ended the sorrows of one who loved "not wisely but too well." bbox=[1029, 862, 1272, 1322]
column-rule bbox=[1272, 58, 1273, 2058]
volunteer-title: Volunteer Intelligence. bbox=[827, 63, 982, 81]
advert-temp-label: TEMPORARY OFFICES : bbox=[294, 685, 401, 696]
commercial-title: Commercial. bbox=[115, 1160, 203, 1178]
calendar-row bbox=[38, 107, 281, 119]
shipping-title: Shipping Intelligence. bbox=[86, 230, 233, 279]
calendar-cell: 4.11 bbox=[169, 145, 208, 158]
mopsus-paragraph: SPEAKING about Sorry's case, I must point out to Judge Kenny and the police that they must be more careful with their prisoners in future. It is not right that a prisoner while undergoing his trial, should, at the different adjournments, be allowed to walk about the streets, mix with the jurymen, if so inclined, and be practically without any restraint. No mischief was done in Sorry's case, but the ends of justice in other cases might, if such a course be allowed, be seriously interfered with. bbox=[1276, 1497, 1519, 1631]
calendar-cell: 28 bbox=[38, 107, 58, 119]
advert-limited: [LIMITED]. bbox=[384, 306, 437, 317]
calendar-cell: 1.23 bbox=[126, 119, 169, 132]
departure-entry: 27—Southern Cross, s.s., Captain Burneck, for Tologa Bay and Auckland. bbox=[38, 465, 281, 491]
masthead: THE POVERTY BAY STANDARD, SATURDAY, JANUARY 28, 1882. bbox=[513, 17, 1278, 44]
news-paragraph: From exchanges to hand yesterday, we learn that the recent rains caused floods in Napier and further south. In Napier, Nelson, New Plymouth and Timaru the weather has been very severe, a heavy gale having prevailed and much damage done. In Napier the gale was at its height on Friday night. At Nelson much of the ballasting of the railway was washed away. The crops seemed to have been in no way damaged. The wheat crops at New Plymouth are very good, and a bountiful harvest is expected. bbox=[536, 383, 779, 517]
race-place: 1 bbox=[1619, 1267, 1625, 1279]
calendar-cell: 5.23 bbox=[208, 183, 248, 196]
volunteer-paragraph: The result of the District Prize Firing competition is as follows:— bbox=[783, 1068, 1026, 1091]
sorry-paragraph: Mr Finn. The offence firstly created by the statute is improperly laid in the indictment; and secondly, the prisoner is charged with having committed more than one offence in each count in the indictment. bbox=[1523, 129, 1766, 182]
calendar-cell: 7. 9 bbox=[248, 132, 281, 145]
mail-title: MAIL NOTICES. bbox=[98, 867, 220, 886]
standard-date: SATURDAY, JANUARY 28, 1882. bbox=[338, 828, 482, 839]
mopsus-continued bbox=[1276, 58, 1519, 1632]
news-paragraph: Medical men giving certificates to witnesses, jurors, and others, asking for exemption from attendance at the Supreme Court should consider the remarks made by His Honor Mr Justice Gillies in respect of certificates of this description. The occasion of these remarks occurred in this way:—A juror presented a medical certificate to the following effect:—"I am of opinion that A. B. is not well enough to attend the Supreme Court." Whereupon His Honor said:—"I must object to medical opinions in this form. We do not want to know the doctor's opinion, but what is the condition of the person to whom it refers. The Court can form its own opinion, if that condition is fairly and intelligibly described. It is very improper that certificates of medical men should be made out in this form, and I wish it to be publicly known that I shall not in future accept medical certificates of that description."—Auckland Herald. bbox=[536, 1047, 779, 1237]
arrival-entry: 27—Southern Cross, Captain Burneck, from Napier and Southern Ports, with 15 tons cargo. No passengers. bbox=[38, 319, 281, 359]
section-stars: * * * bbox=[1378, 704, 1417, 716]
calendar-table bbox=[38, 81, 281, 196]
telegram-text: The agent for McCormick's reaper and binder being dissatisfied with the recent trial of reapers and binders, bbox=[1523, 1586, 1766, 1626]
divider bbox=[1523, 689, 1766, 691]
mail-signature-title: Chief Postmaster. bbox=[202, 1136, 281, 1148]
volunteer-paragraph: 3. Mr Scott to be Corporal. bbox=[795, 1026, 902, 1036]
calendar-subheader: Rises. bbox=[208, 94, 248, 107]
volunteer-paragraph: The following appointments and promotions have been approved of by the Captain Commanding:— bbox=[783, 849, 1026, 875]
mail-item: For the United Kingdom, Continent of Europe, Asia, Africa, America, the West Indies via San Francisco, also, the Sandwich Island, this evening, 28th January, at 7 o'clock. Money orders may be obtained, and letters registered until 5 p.m., same day. bbox=[38, 936, 281, 1002]
calendar-cell: 5.21 bbox=[208, 170, 248, 183]
firm-report: Report that at their sale of interests in Henare Potae's Estate Colonel Whitmore by his agent Mr H. J. Finn became the purchaser for the sum of £353. The whole having been put up in one lot. bbox=[38, 1202, 281, 1255]
calendar-cell: 2 bbox=[38, 170, 58, 183]
standard-published: PUBLISHED EVERY TUESDAY, THURSDAY AND SATURDAY MORNINGS. bbox=[298, 794, 522, 817]
calendar-cell: 3 bbox=[38, 183, 58, 196]
loan-company-advert bbox=[289, 258, 532, 730]
telegrams-title: TELEGRAMS. bbox=[1571, 1337, 1719, 1362]
volunteer-paragraph: At half-past 7 Captain Porter, the officer commanding the district, inspected the corps, and with one or two exceptions, expressed himself pleased with the general appearance of the men. He noticed that some of the accoutrements required cleaning, and he informed the parade that in future he should be very strict in that matter and inflict fines whenever such cases again occurred. The corps, as a whole, compared favorably with those he had seen in Napier and Wellington, both for efficiency as Volunteers and for discipline. Captain Porter spoke in high terms of the Band, and stated that they deserved great kudos for their untiring perseverance. They could, he said, hold their own with any down south. With reference to obtaining a field piece for the Battery Captain Porter stated that while in Wellington he had endeavored to obtain one for Gisborne. He had interviewed Colonel Pierce and the Under Secretary for Defence, but could not get a definite answer from either of those gentlemen. There are three field pieces in Nelson lying idle—two 10-pounders and 1 6-pounder—and he was in correspondence with Major Pitt with the view of obtaining one. While in Napier he had an interview with Captain Garner of the F Battery, and obtained his consent to the loan of a 6-pound Armstrong for a month or 6 weeks on the condition that all expenses of carriage, &c., be paid. The Government had also instructed Sergt. Nelson, the Napier Drill Instructor, to come with the gun and remain here for a month under Captain Winter's command, to instruct the Battery in the use of the field piece. He (Captain Porter) intended to be present at these drills and go through the same himself. He hoped that all the officers, non-commissioned officers, and gunners would do the same. It was left to Captain Winter to arrange the number and nights of drill. Capt. Porter further informed those present that in future he would have more time at his disposal than he had lately, and would devote more attention to volunteer matters. He would be very strict himself, and should expect the officers to be the same, and see that strict discipline was maintained in the corps, and if he had just reasons for finding fault and correcting either officers or men, he would unhesitatingly do so, as he was sure it would conduce to the benefit of the corps generally. bbox=[783, 168, 1026, 792]
cable-text: IN consequence of the increased agitation which recently appeared in certain parts of Ireland, an additional battalion of the Grenadier Guards have been ordered to proceed there at an early date. bbox=[1523, 835, 1766, 888]
sorry-body bbox=[1276, 1681, 1519, 1898]
cablegrams-title: CABLEGRAMS. bbox=[1562, 790, 1727, 815]
calendar-row bbox=[38, 158, 281, 170]
mail-signature: J. SHRIMPTON, bbox=[206, 1120, 281, 1133]
column-5 bbox=[1029, 58, 1272, 2058]
calendar-row bbox=[38, 119, 281, 132]
calendar-cell: Sunday bbox=[57, 119, 126, 132]
column-rule bbox=[532, 58, 533, 2058]
calendar-cell: 7. 6 bbox=[248, 170, 281, 183]
cable-text: Owing to the necessity for further reinforcements in Ireland, a battalion of the 5th Regiment has been hastily ordered to Dublin and will proceed without delay. bbox=[1523, 950, 1766, 1003]
calendar-row bbox=[38, 183, 281, 196]
